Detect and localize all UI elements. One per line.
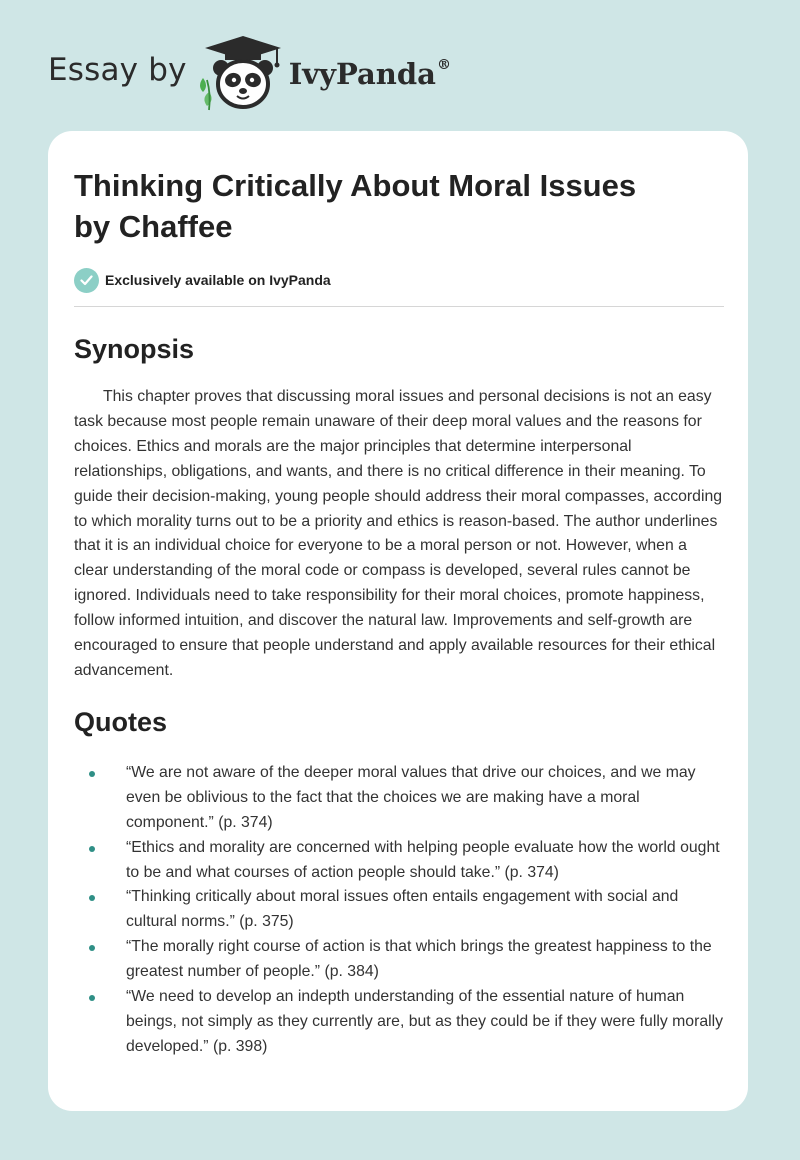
quote-text: “Thinking critically about moral issues often entails engagement with social and cultural norms.” (p. 375) — [126, 888, 679, 931]
brand-name[interactable]: IvyPanda® — [288, 57, 451, 91]
bullet-dot-icon — [89, 846, 95, 852]
quotes-heading: Quotes — [74, 706, 168, 737]
essay-content — [74, 165, 724, 1060]
title-line-2: by Chaffee — [74, 209, 233, 244]
quote-text: “We are not aware of the deeper moral values that drive our choices, and we may even be oblivious to the fact that the choices we are making have a moral component.” (p. 374) — [126, 763, 696, 831]
essay-card — [48, 131, 748, 1111]
quote-item — [74, 761, 724, 836]
page-title — [74, 165, 724, 247]
quote-text: “We need to develop an indepth understanding of the essential nature of human beings, not simply as they currently are, but as they could be if they were fully morally developed.” (p. 398) — [126, 988, 724, 1055]
exclusive-badge — [74, 267, 724, 293]
panda-graduate-logo-icon — [197, 34, 289, 114]
quote-text: “Ethics and morality are concerned with helping people evaluate how the world ought to be and what courses of action people should take.” (p. 374) — [126, 838, 720, 881]
essay-by-label: Essay by — [48, 52, 187, 88]
bullet-dot-icon — [89, 895, 95, 901]
quote-item — [74, 985, 724, 1060]
registered-mark: ® — [436, 57, 451, 74]
bullet-dot-icon — [89, 945, 95, 951]
synopsis-paragraph: This chapter proves that discussing moral issues and personal decisions is not an easy task because most people remain unaware of their deep moral values and the reasons for choices. Ethics and morals are the major principles that determine interpersonal relationships, obligations, and wants, and there is no critical difference in their meaning. To guide their decision-making, young people should address their moral compasses, according to which morality turns out to be a priority and ethics is reason-based. The author underlines that it is an individual choice for everyone to be a moral person or not. However, when a clear understanding of the moral code or compass is developed, several rules cannot be ignored. Individuals need to take responsibility for their moral choices, promote happiness, follow informed intuition, and discover the natural law. Improvements and self-growth are encouraged to ensure that people understand and apply available resources for their ethical advancement. — [74, 388, 723, 679]
quote-item — [74, 935, 724, 985]
synopsis-heading: Synopsis — [74, 334, 195, 364]
exclusive-label: Exclusively available on IvyPanda — [105, 272, 331, 288]
bullet-dot-icon — [89, 995, 95, 1001]
check-circle-icon — [74, 268, 99, 293]
title-line-1: Thinking Critically About Moral Issues — [74, 168, 637, 203]
site-header — [48, 34, 451, 114]
quote-item — [74, 885, 724, 935]
bullet-dot-icon — [89, 771, 95, 777]
quotes-list — [74, 761, 724, 1060]
quote-text: “The morally right course of action is that which brings the greatest happiness to the greatest number of people.” (p. 384) — [126, 938, 712, 981]
divider — [74, 306, 724, 307]
quote-item — [74, 836, 724, 886]
